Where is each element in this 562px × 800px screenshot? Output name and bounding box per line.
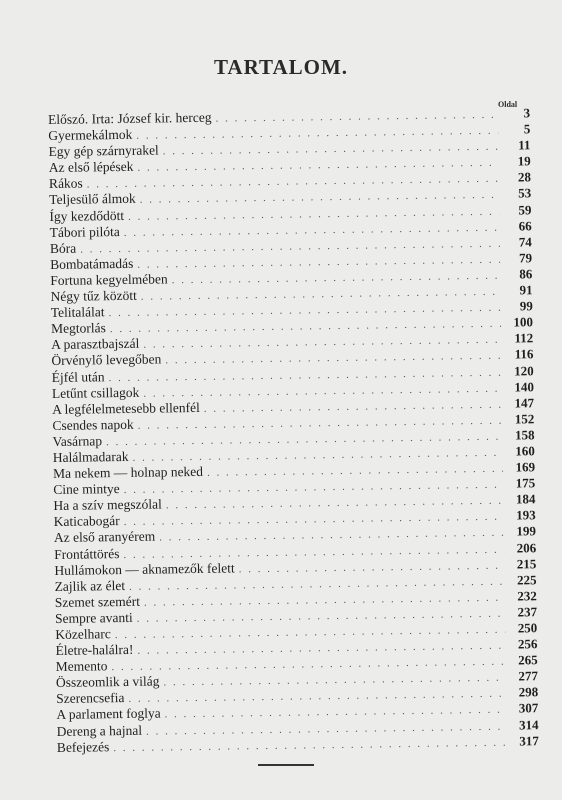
toc-entry-page: 3 <box>523 105 531 121</box>
toc-entry-page: 160 <box>515 443 535 459</box>
toc-entry-title: Életre-halálra! <box>55 641 134 659</box>
toc-entry-title: Megtorlás <box>50 320 106 337</box>
toc-entry-page: 19 <box>517 153 531 169</box>
toc-entry-title: Letűnt csillagok <box>51 384 140 401</box>
toc-entry-page: 298 <box>518 684 539 700</box>
toc-entry-page: 277 <box>518 668 539 684</box>
toc-entry-page: 147 <box>514 394 535 411</box>
toc-entry-title: Frontáttörés <box>54 545 120 562</box>
toc-entry-page: 59 <box>518 201 532 218</box>
toc-entry-title: Csendes napok <box>52 416 134 433</box>
toc-entry-title: Az első lépések <box>48 159 134 176</box>
toc-entry-title: Teljesülő álmok <box>49 191 136 208</box>
toc-entry-title: Egy gép szárnyrakel <box>48 142 159 160</box>
toc-entry-title: Ha a szív megszólal <box>53 496 162 514</box>
toc-entry-title: Szemet szemért <box>54 593 141 610</box>
toc-entry-page: 5 <box>523 121 531 137</box>
toc-entry-title: Örvénylő levegőben <box>51 351 162 369</box>
toc-entry-title: Éjfél után <box>51 368 105 385</box>
toc-entry-page: 232 <box>517 588 537 604</box>
toc-entry-title: Sempre avanti <box>54 609 133 626</box>
toc-entry-title: Gyermekálmok <box>48 126 133 144</box>
toc-entry-page: 317 <box>519 732 539 749</box>
toc-entry-page: 140 <box>514 378 534 395</box>
toc-entry-page: 215 <box>516 555 537 572</box>
toc-entry-title: Halálmadarak <box>52 448 129 465</box>
toc-entry-page: 199 <box>516 523 537 539</box>
toc-entry-title: Befejezés <box>56 738 110 755</box>
toc-entry-title: Hullámokon — aknamezők felett <box>54 560 235 578</box>
toc-entry-page: 237 <box>517 604 538 620</box>
toc-entry-title: Négy tűz között <box>50 287 137 305</box>
toc-entry-page: 184 <box>515 491 536 507</box>
toc-entry-page: 250 <box>517 620 538 636</box>
page-title: TARTALOM. <box>213 55 349 79</box>
toc-entry-page: 53 <box>518 185 532 201</box>
toc-entry-title: Szerencsefia <box>56 690 125 707</box>
toc-entry-page: 225 <box>516 571 537 588</box>
toc-entry-page: 314 <box>518 716 539 733</box>
toc-entry-page: 169 <box>515 459 536 475</box>
toc-entry-page: 91 <box>519 282 533 298</box>
toc-entry-title: Így kezdődött <box>49 207 125 224</box>
toc-entry-title: A parlament foglya <box>56 705 161 723</box>
toc-entry-title: Rákos <box>48 175 83 192</box>
table-of-contents <box>48 105 539 755</box>
toc-entry-page: 307 <box>518 700 539 716</box>
toc-entry-page: 112 <box>514 330 534 346</box>
toc-entry-page: 206 <box>516 539 537 556</box>
toc-entry-page: 265 <box>518 652 538 668</box>
toc-entry-title: Zajlik az élet <box>54 577 126 594</box>
toc-entry-page: 193 <box>516 507 536 523</box>
toc-entry-page: 66 <box>518 217 532 234</box>
toc-entry-title: Memento <box>55 658 108 675</box>
toc-entry-title: Bóra <box>49 240 77 256</box>
toc-entry-page: 28 <box>517 169 532 185</box>
toc-entry-title: Telitalálat <box>50 304 105 321</box>
toc-entry-title: Dereng a hajnal <box>56 722 143 739</box>
toc-entry-page: 158 <box>514 427 535 443</box>
bottom-rule <box>258 764 314 766</box>
toc-entry-page: 79 <box>518 250 533 266</box>
toc-entry-page: 99 <box>519 298 533 314</box>
toc-entry-title: Tábori pilóta <box>49 223 120 240</box>
toc-entry-page: 11 <box>518 137 531 153</box>
toc-entry-title: A parasztbajszál <box>51 336 140 353</box>
toc-entry-title: Fortuna kegyelmében <box>50 271 168 288</box>
toc-entry-page: 152 <box>514 411 535 427</box>
toc-entry-title: Ma nekem — holnap neked <box>52 463 204 482</box>
toc-entry-page: 74 <box>518 234 532 250</box>
toc-entry-title: Az első aranyérem <box>53 528 156 546</box>
toc-entry-page: 116 <box>514 346 534 362</box>
toc-entry-page: 120 <box>514 362 534 379</box>
page-column-header: Oldal <box>498 100 518 109</box>
toc-entry-title: Vasárnap <box>52 433 103 449</box>
toc-entry-page: 86 <box>519 266 533 282</box>
toc-entry-title: A legfélelmetesebb ellenfél <box>52 399 200 417</box>
toc-entry-page: 100 <box>513 314 534 330</box>
toc-entry-page: 175 <box>515 475 536 491</box>
toc-entry-title: Bombatámadás <box>50 255 134 272</box>
toc-entry-page: 256 <box>517 636 538 652</box>
toc-entry-title: Előszó. Irta: József kir. herceg <box>48 109 212 127</box>
toc-entry-title: Összeomlik a világ <box>55 673 160 691</box>
toc-entry-title: Közelharc <box>55 626 111 642</box>
toc-entry-title: Katicabogár <box>53 513 120 530</box>
toc-entry-title: Cine mintye <box>53 481 120 498</box>
